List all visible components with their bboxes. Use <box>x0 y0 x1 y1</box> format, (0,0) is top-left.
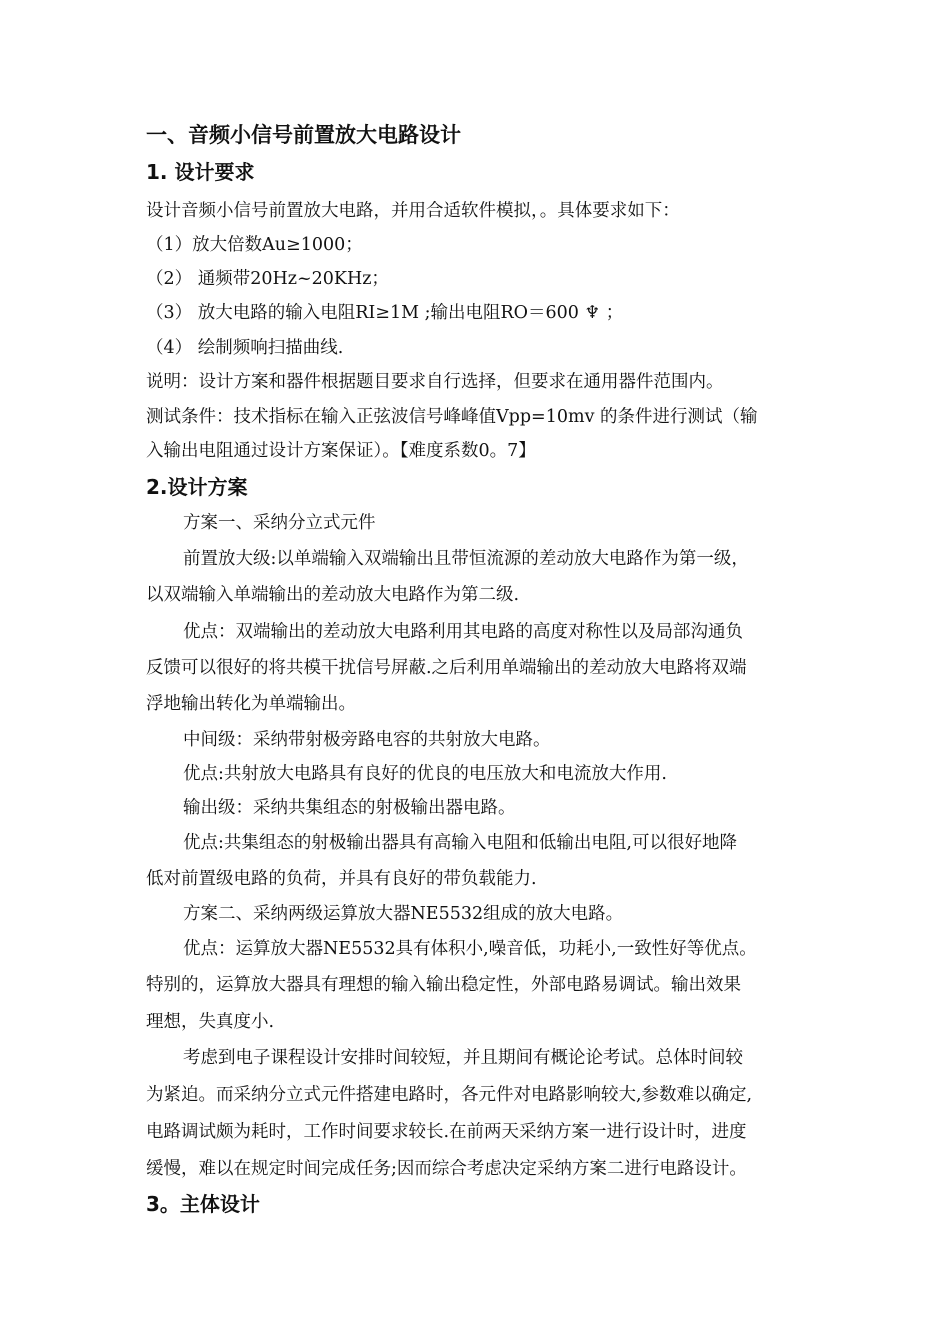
paragraph-line: 优点：运算放大器NE5532具有体积小,噪音低，功耗小,一致性好等优点。 <box>183 939 757 959</box>
requirement-item-3: （3） 放大电路的输入电阻RI≥1M ;输出电阻RO＝600 ♆ ； <box>146 303 624 323</box>
requirements-heading: 1. 设计要求 <box>146 160 255 184</box>
test-conditions-line-2: 入输出电阻通过设计方案保证）。【难度系数0。7】 <box>146 441 536 461</box>
paragraph-line: 方案一、采纳分立式元件 <box>183 513 376 533</box>
paragraph-line: 缓慢，难以在规定时间完成任务;因而综合考虑决定采纳方案二进行电路设计。 <box>146 1159 747 1179</box>
paragraph-line: 优点:共射放大电路具有良好的优良的电压放大和电流放大作用. <box>183 764 667 784</box>
main-design-heading: 3。主体设计 <box>146 1192 260 1216</box>
requirement-item-2: （2） 通频带20Hz~20KHz； <box>146 269 389 289</box>
requirement-item-4: （4） 绘制频响扫描曲线. <box>146 338 344 358</box>
requirement-item-1: （1）放大倍数Au≥1000； <box>146 235 363 255</box>
paragraph-line: 反馈可以很好的将共模干扰信号屏蔽.之后利用单端输出的差动放大电路将双端 <box>146 658 747 678</box>
test-conditions-line-1: 测试条件：技术指标在输入正弦波信号峰峰值Vpp=10mv 的条件进行测试（输 <box>146 407 758 427</box>
paragraph-line: 优点：双端输出的差动放大电路利用其电路的高度对称性以及局部沟通负 <box>183 622 743 642</box>
paragraph-line: 考虑到电子课程设计安排时间较短，并且期间有概论论考试。总体时间较 <box>183 1048 743 1068</box>
section-title: 一、音频小信号前置放大电路设计 <box>146 123 461 147</box>
paragraph-line: 以双端输入单端输出的差动放大电路作为第二级. <box>146 585 520 605</box>
paragraph-line: 中间级：采纳带射极旁路电容的共射放大电路。 <box>183 730 551 750</box>
design-heading: 2.设计方案 <box>146 475 248 499</box>
paragraph-line: 优点:共集组态的射极输出器具有高输入电阻和低输出电阻,可以很好地降 <box>183 833 737 853</box>
paragraph-line: 理想，失真度小. <box>146 1012 275 1032</box>
paragraph-line: 为紧迫。而采纳分立式元件搭建电路时，各元件对电路影响较大,参数难以确定, <box>146 1085 753 1105</box>
paragraph-line: 方案二、采纳两级运算放大器NE5532组成的放大电路。 <box>183 904 624 924</box>
paragraph-line: 低对前置级电路的负荷，并具有良好的带负载能力. <box>146 869 537 889</box>
requirements-note: 说明：设计方案和器件根据题目要求自行选择，但要求在通用器件范围内。 <box>146 372 724 392</box>
paragraph-line: 特别的，运算放大器具有理想的输入输出稳定性，外部电路易调试。输出效果 <box>146 975 741 995</box>
paragraph-line: 电路调试颇为耗时，工作时间要求较长.在前两天采纳方案一进行设计时，进度 <box>146 1122 747 1142</box>
requirements-intro: 设计音频小信号前置放大电路，并用合适软件模拟，。具体要求如下： <box>146 201 680 221</box>
paragraph-line: 输出级：采纳共集组态的射极输出器电路。 <box>183 798 516 818</box>
paragraph-line: 浮地输出转化为单端输出。 <box>146 694 356 714</box>
paragraph-line: 前置放大级:以单端输入双端输出且带恒流源的差动放大电路作为第一级， <box>183 549 749 569</box>
